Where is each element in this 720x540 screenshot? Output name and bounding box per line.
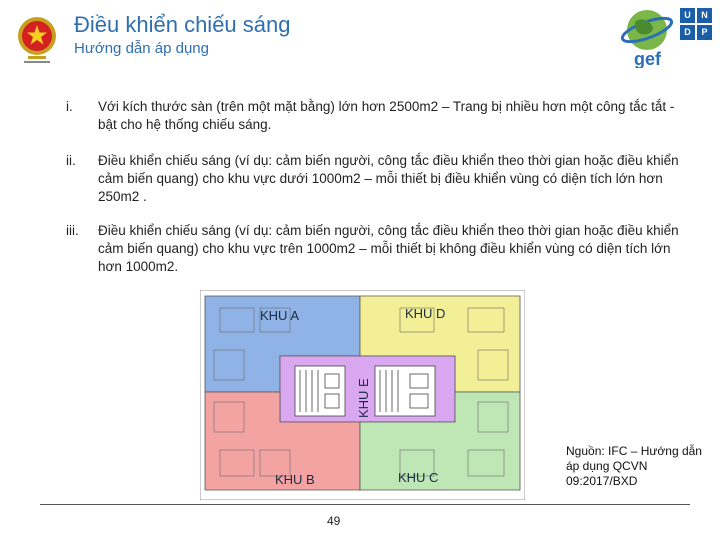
list-item-text: Điều khiển chiếu sáng (ví dụ: cảm biến người, công tắc điều khiển theo thời gian hoặc điều khiển cảm biến quang) cho khu vực trên 1000m2 – mỗi thiết bị không điều khiển vùng có diện tích lớn hơn 1000m2. xyxy=(98,223,679,274)
undp-letter-n: N xyxy=(697,8,712,23)
list-item-text: Điều khiển chiếu sáng (ví dụ: cảm biến người, công tắc điều khiển theo thời gian hoặc điều khiển cảm biến quang) cho khu vực dưới 1000m2 – mỗi thiết bị điều khiển vùng có diện tích lớn hơn 250m2 . xyxy=(98,153,679,204)
page-title: Điều khiển chiếu sáng xyxy=(74,12,291,37)
vietnam-emblem-icon xyxy=(16,12,58,68)
list-item-number: iii. xyxy=(66,223,79,238)
floor-plan xyxy=(200,290,525,500)
zone-label-e: KHU E xyxy=(356,378,371,418)
page-subtitle: Hướng dẫn áp dụng xyxy=(74,40,209,57)
source-note: Nguồn: IFC – Hướng dẫn áp dụng QCVN 09:2017/BXD xyxy=(566,444,702,488)
zone-label-c: KHU C xyxy=(398,470,439,485)
zone-label-d: KHU D xyxy=(405,306,446,321)
page-number: 49 xyxy=(327,514,341,528)
zone-label-b: KHU B xyxy=(275,472,315,487)
undp-letter-d: D xyxy=(680,25,695,40)
gef-logo-icon xyxy=(618,6,676,68)
gef-logo-text: gef xyxy=(634,49,661,68)
undp-letter-p: P xyxy=(697,25,712,40)
undp-letter-u: U xyxy=(680,8,695,23)
undp-logo-icon xyxy=(680,8,714,72)
list-item-number: ii. xyxy=(66,153,76,168)
slide-header xyxy=(0,0,720,80)
list-item-text: Với kích thước sàn (trên một mặt bằng) lớn hơn 2500m2 – Trang bị nhiều hơn một công tắc tắt - bật cho hệ thống chiếu sáng. xyxy=(98,99,675,132)
zone-label-a: KHU A xyxy=(260,308,300,323)
list-item-number: i. xyxy=(66,99,73,114)
footer-divider xyxy=(40,504,690,505)
